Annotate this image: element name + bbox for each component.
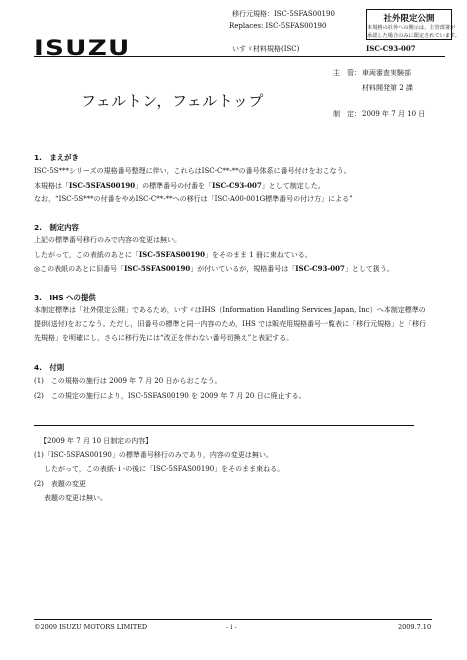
confidential-note-line-2: 承認した場合のみに限定されています。 <box>367 33 460 39</box>
confidential-title: 社外限定公開 <box>383 14 435 24</box>
date-label: 制 定： <box>333 110 361 118</box>
history-rule <box>34 425 414 426</box>
section-2-heading: 2. 制定内容 <box>34 223 79 232</box>
section-2-line-2: したがって，この表紙のあとに「ISC-5SFAS00190」をそのまま 1 冊に束ねている。 <box>34 250 312 259</box>
section-4-item-1: (1) この規格の施行は 2009 年 7 月 20 日からおこなう。 <box>34 377 222 385</box>
footer-date: 2009.7.10 <box>398 623 432 631</box>
document-type-label: いすゞ材料規格(ISC) <box>232 45 300 53</box>
header-rule <box>34 56 445 57</box>
confidential-box <box>366 9 460 40</box>
history-line-3: (2) 表題の変更 <box>34 480 86 488</box>
section-1-line-3: なお，“ISC-5S***の付番をやめISC-C**-**への移行は「ISC-A00-001G標準番号の付け方」による” <box>34 195 353 203</box>
history-line-1: (1)「ISC-5SFAS00190」の標準番号移行のみであり，内容の変更は無い。 <box>34 451 273 459</box>
dept-name-1: 車両審査実験部 <box>362 69 411 77</box>
isuzu-logo: ISUZU <box>34 36 131 60</box>
confidential-note-line-1: 本規格の社外への開示は、主管部署が <box>367 25 456 31</box>
footer-page-number: - i - <box>226 623 237 631</box>
section-4-heading: 4. 付則 <box>34 363 65 372</box>
history-line-2: したがって，この表紙- i -の後に「ISC-5SFAS00190」をそのまま束ねる。 <box>44 465 285 473</box>
footer-rule <box>34 619 432 620</box>
section-3-heading: 3. IHS への提供 <box>34 293 96 302</box>
history-heading: 【2009 年 7 月 10 日制定の内容】 <box>40 437 153 445</box>
section-2-line-3: ◎この表紙のあとに旧番号「ISC-5SFAS00190」が付いているが，規格番号は「ISC-C93-007」として扱う。 <box>34 264 394 273</box>
original-standard-number: 移行元規格：ISC-5SFAS00190 <box>232 10 335 18</box>
replaces-standard-number: Replaces: ISC-5SFAS00190 <box>229 22 327 30</box>
section-3-paragraph: 本制定標準は「社外限定公開」であるため，いすゞはIHS（Information Handling Services Japan, Inc）へ本制定標準の提供(送付)をおこなう。ただし，旧番号の標準と同一内容のため，IHS では販売用規格番号一覧表に「移行元規格」と「移行先規格」を明確にし，さらに移行先には“改正を伴わない番号切換え”と表記する。 <box>34 306 427 342</box>
document-number: ISC-C93-007 <box>366 44 416 53</box>
dept-name-2: 材料開発第 2 課 <box>362 84 413 92</box>
section-1-heading: 1. まえがき <box>34 153 79 162</box>
section-1-line-1: ISC-5S***シリーズの規格番号整理に伴い，これらはISC-C**-**の番号体系に番号付けをおこなう。 <box>34 167 351 175</box>
enactment-date: 2009 年 7 月 10 日 <box>362 110 426 118</box>
history-line-4: 表題の変更は無い。 <box>44 494 107 502</box>
section-4-item-2: (2) この規定の施行により，ISC-5SFAS00190 を 2009 年 7 月 20 日に廃止する。 <box>34 392 306 400</box>
dept-label: 主 管： <box>333 69 361 77</box>
footer-copyright: ©2009 ISUZU MOTORS LIMITED <box>34 623 148 631</box>
document-title: フェルトン，フェルトップ <box>81 92 264 110</box>
section-2-line-1: 上記の標準番号移行のみで内容の変更は無い。 <box>34 236 181 244</box>
section-1-line-2: 本規格は「ISC-5SFAS00190」の標準番号の付番を「ISC-C93-007」として制定した。 <box>34 181 325 190</box>
